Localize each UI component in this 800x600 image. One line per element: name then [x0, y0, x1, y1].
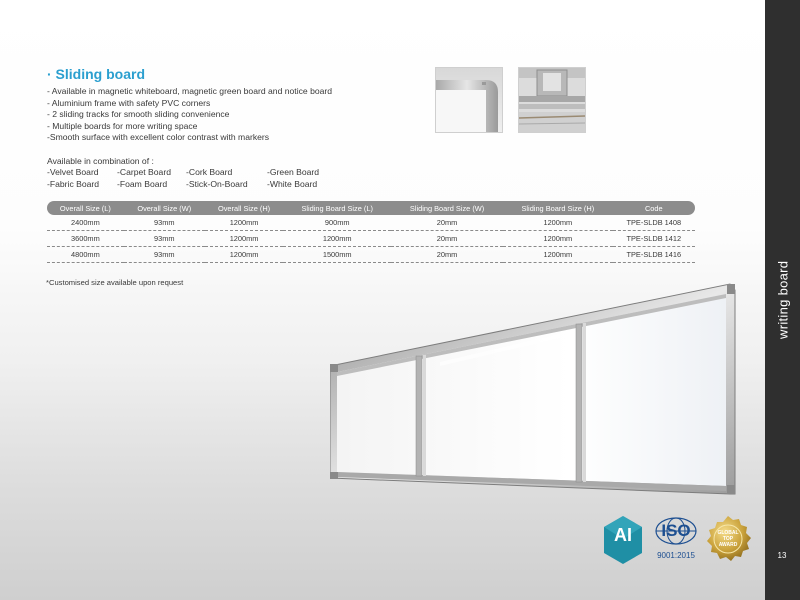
iso-logo	[650, 515, 702, 570]
table-header: Code	[613, 201, 695, 215]
ai-logo-text: AI	[614, 525, 632, 545]
table-cell: 93mm	[124, 231, 205, 247]
table-cell: TPE-SLDB 1412	[613, 231, 695, 247]
combination-item: -Green Board	[267, 167, 320, 177]
table-header: Sliding Board Size (L)	[283, 201, 391, 215]
table-cell: TPE-SLDB 1416	[613, 247, 695, 263]
specification-table	[47, 201, 695, 263]
feature-item: - 2 sliding tracks for smooth sliding convenience	[47, 109, 230, 120]
table-row	[47, 247, 695, 263]
sliding-board-image	[330, 282, 740, 522]
table-cell: TPE-SLDB 1408	[613, 215, 695, 231]
combination-item: -Velvet Board	[47, 167, 99, 177]
table-cell: 900mm	[283, 215, 391, 231]
table-cell: 20mm	[391, 231, 503, 247]
availability-heading: Available in combination of :	[47, 156, 154, 166]
ai-logo	[602, 515, 644, 570]
table-cell: 1200mm	[205, 215, 284, 231]
table-cell: 2400mm	[47, 215, 124, 231]
table-cell: 1200mm	[503, 215, 613, 231]
table-cell: 93mm	[124, 247, 205, 263]
iso-standard-text: 9001:2015	[657, 551, 695, 560]
combination-item: -Fabric Board	[47, 178, 100, 189]
table-row	[47, 231, 695, 247]
table-row	[47, 215, 695, 231]
table-cell: 4800mm	[47, 247, 124, 263]
feature-item: - Multiple boards for more writing space	[47, 120, 198, 131]
table-cell: 20mm	[391, 215, 503, 231]
combination-item: -Foam Board	[117, 178, 168, 189]
combination-item: -Stick-On-Board	[186, 178, 248, 189]
feature-item: - Aluminium frame with safety PVC corners	[47, 97, 211, 108]
combination-item: -Cork Board	[186, 167, 233, 177]
table-cell: 1200mm	[205, 231, 284, 247]
combination-item: -Carpet Board	[117, 167, 171, 177]
feature-item: - Available in magnetic whiteboard, magnetic green board and notice board	[47, 86, 333, 96]
table-cell: 1200mm	[283, 231, 391, 247]
table-header: Overall Size (W)	[124, 201, 205, 215]
table-header: Overall Size (L)	[47, 201, 124, 215]
table-header: Sliding Board Size (W)	[391, 201, 503, 215]
iso-logo-text: ISO	[661, 521, 691, 540]
award-seal	[704, 515, 752, 570]
section-label: writing board	[775, 260, 791, 340]
table-header: Overall Size (H)	[205, 201, 284, 215]
track-detail-image	[518, 67, 586, 133]
table-cell: 93mm	[124, 215, 205, 231]
combination-item: -White Board	[267, 178, 318, 189]
table-cell: 20mm	[391, 247, 503, 263]
feature-list	[47, 86, 332, 144]
table-header: Sliding Board Size (H)	[503, 201, 613, 215]
award-text: GLOBAL TOP AWARD	[717, 530, 739, 548]
page-number: 13	[777, 551, 787, 560]
table-header-row	[47, 201, 695, 215]
table-cell: 1500mm	[283, 247, 391, 263]
table-cell: 3600mm	[47, 231, 124, 247]
table-cell: 1200mm	[503, 231, 613, 247]
corner-detail-image	[435, 67, 503, 133]
table-cell: 1200mm	[503, 247, 613, 263]
feature-item: -Smooth surface with excellent color contrast with markers	[47, 132, 270, 143]
custom-size-note: *Customised size available upon request	[46, 278, 184, 287]
table-cell: 1200mm	[205, 247, 284, 263]
product-title: · Sliding board	[47, 66, 145, 82]
